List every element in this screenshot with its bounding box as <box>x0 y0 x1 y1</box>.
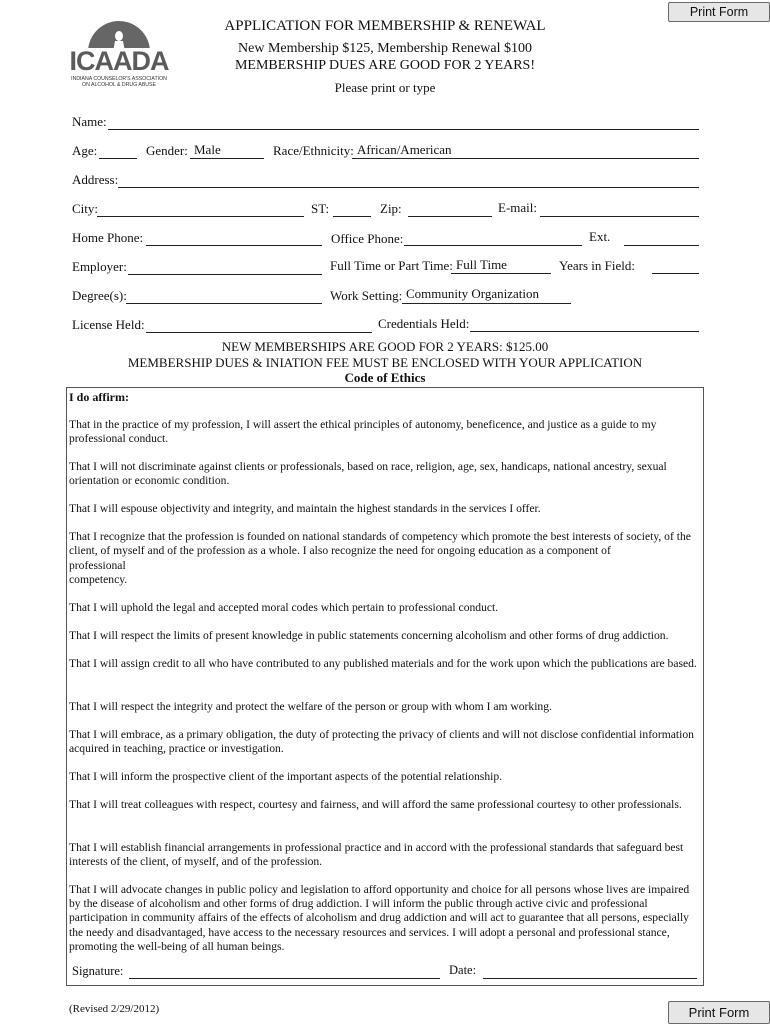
ethics-paragraph: That I will espouse objectivity and integrity, and maintain the highest standards in the services I offer. <box>69 502 541 515</box>
name-field[interactable] <box>108 129 699 130</box>
city-label: City: <box>72 201 99 216</box>
logo-wordmark: ICAADA <box>69 46 169 76</box>
employment-type-label: Full Time or Part Time: <box>330 258 453 273</box>
ethics-paragraph: That I will establish financial arrangements in professional practice and in accord with the professional standards that safeguard best interests of the client, of myself, and of the profession. <box>69 841 684 869</box>
employer-label: Employer: <box>72 259 127 274</box>
gender-field[interactable] <box>190 158 264 159</box>
work-setting-field[interactable] <box>402 303 571 304</box>
gender-label: Gender: <box>146 143 188 158</box>
logo-subtitle-line2: ON ALCOHOL & DRUG ABUSE <box>82 82 156 88</box>
print-instruction: Please print or type <box>334 80 436 95</box>
logo-subtitle-line1: INDIANA COUNSELOR'S ASSOCIATION <box>71 76 167 82</box>
degrees-label: Degree(s): <box>72 288 127 303</box>
city-field[interactable] <box>97 216 304 217</box>
email-label: E-mail: <box>498 200 537 215</box>
race-ethnicity-field[interactable] <box>352 158 699 159</box>
print-form-button-bottom[interactable]: Print Form <box>668 1001 770 1024</box>
license-label: License Held: <box>72 317 145 332</box>
ethics-paragraph: That I will uphold the legal and accepted moral codes which pertain to professional conduct. <box>69 601 499 614</box>
ethics-paragraph: That I will inform the prospective client of the important aspects of the potential relationship. <box>69 770 503 783</box>
degrees-field[interactable] <box>126 303 322 304</box>
membership-notice: NEW MEMBERSHIPS ARE GOOD FOR 2 YEARS: $125.00 <box>221 339 549 354</box>
zip-field[interactable] <box>408 216 492 217</box>
state-label: ST: <box>311 201 330 216</box>
ethics-paragraph-continuation: professional <box>69 559 126 572</box>
code-of-ethics-title: Code of Ethics <box>344 370 426 385</box>
revision-date: (Revised 2/29/2012) <box>69 1003 160 1015</box>
name-label: Name: <box>72 114 107 129</box>
ethics-paragraph: That I will not discriminate against clients or professionals, based on race, religion, age, sex, handicaps, national ancestry, sexual orientation or economic condition. <box>69 460 667 488</box>
office-phone-label: Office Phone: <box>331 231 404 246</box>
ethics-paragraph: That in the practice of my profession, I will assert the ethical principles of autonomy, beneficence, and justice as a guide to my professional conduct. <box>69 418 657 446</box>
ethics-paragraph: That I will respect the integrity and protect the welfare of the person or group with whom I am working. <box>69 700 552 713</box>
age-label: Age: <box>72 143 98 158</box>
signature-label: Signature: <box>72 964 124 978</box>
home-phone-label: Home Phone: <box>72 230 144 245</box>
dues-enclosure-notice: MEMBERSHIP DUES & INIATION FEE MUST BE ENCLOSED WITH YOUR APPLICATION <box>127 355 643 370</box>
years-in-field-field[interactable] <box>652 273 699 274</box>
address-label: Address: <box>72 172 119 187</box>
race-ethnicity-value: African/American <box>357 142 452 157</box>
office-phone-field[interactable] <box>404 245 582 246</box>
ethics-paragraph-continuation: competency. <box>69 573 128 586</box>
ethics-paragraph: That I will respect the limits of present knowledge in public statements concerning alcoholism and other forms of drug addiction. <box>69 629 669 642</box>
home-phone-field[interactable] <box>146 245 322 246</box>
email-field[interactable] <box>540 216 699 217</box>
extension-field[interactable] <box>624 245 699 246</box>
signature-field[interactable] <box>129 978 440 979</box>
ethics-paragraph: That I will embrace, as a primary obligation, the duty of protecting the privacy of clients and will not disclose confidential information acquired in teaching, practice or investigation. <box>69 728 694 756</box>
gender-value: Male <box>194 142 221 157</box>
employment-type-value: Full Time <box>456 257 507 272</box>
date-field[interactable] <box>483 978 697 979</box>
work-setting-value: Community Organization <box>406 286 539 301</box>
print-form-button-top[interactable]: Print Form <box>668 2 770 22</box>
employer-field[interactable] <box>128 274 322 275</box>
form-title: APPLICATION FOR MEMBERSHIP & RENEWAL <box>224 18 546 34</box>
years-in-field-label: Years in Field: <box>559 258 635 273</box>
employment-type-field[interactable] <box>451 273 551 274</box>
zip-label: Zip: <box>380 201 402 216</box>
race-ethnicity-label: Race/Ethnicity: <box>273 143 354 158</box>
work-setting-label: Work Setting: <box>330 288 403 303</box>
affirm-heading: I do affirm: <box>69 390 129 404</box>
ethics-paragraph: That I will advocate changes in public policy and legislation to afford opportunity and choice for all persons whose lives are impaired by the disease of alcoholism and other forms of drug addiction. I will inform the public through active civic and professional participation in community affairs of the effects of alcoholism and drug addiction and will act to guarantee that all persons, especially the needy and disadvantaged, have access to the necessary resources and services. I will adopt a personal and professional stance, promoting the well-being of all human beings. <box>69 883 690 953</box>
date-label: Date: <box>449 963 477 977</box>
credentials-label: Credentials Held: <box>378 316 470 331</box>
dues-line: MEMBERSHIP DUES ARE GOOD FOR 2 YEARS! <box>234 58 535 73</box>
ethics-paragraph: That I will assign credit to all who have contributed to any published materials and for the work upon which the publications are based. <box>69 657 697 670</box>
fee-line: New Membership $125, Membership Renewal $100 <box>238 41 532 56</box>
license-field[interactable] <box>146 332 372 333</box>
ethics-paragraph: That I will treat colleagues with respect, courtesy and fairness, and will afford the same professional courtesy to other professionals. <box>69 798 682 811</box>
age-field[interactable] <box>99 158 137 159</box>
extension-label: Ext. <box>589 229 611 244</box>
ethics-paragraph: That I recognize that the profession is founded on national standards of competency which promote the best interests of society, of the client, of myself and of the profession as a whole. I also recognize the need for ongoing education as a component of <box>69 530 691 558</box>
credentials-field[interactable] <box>470 331 699 332</box>
state-field[interactable] <box>333 216 371 217</box>
address-field[interactable] <box>118 187 699 188</box>
